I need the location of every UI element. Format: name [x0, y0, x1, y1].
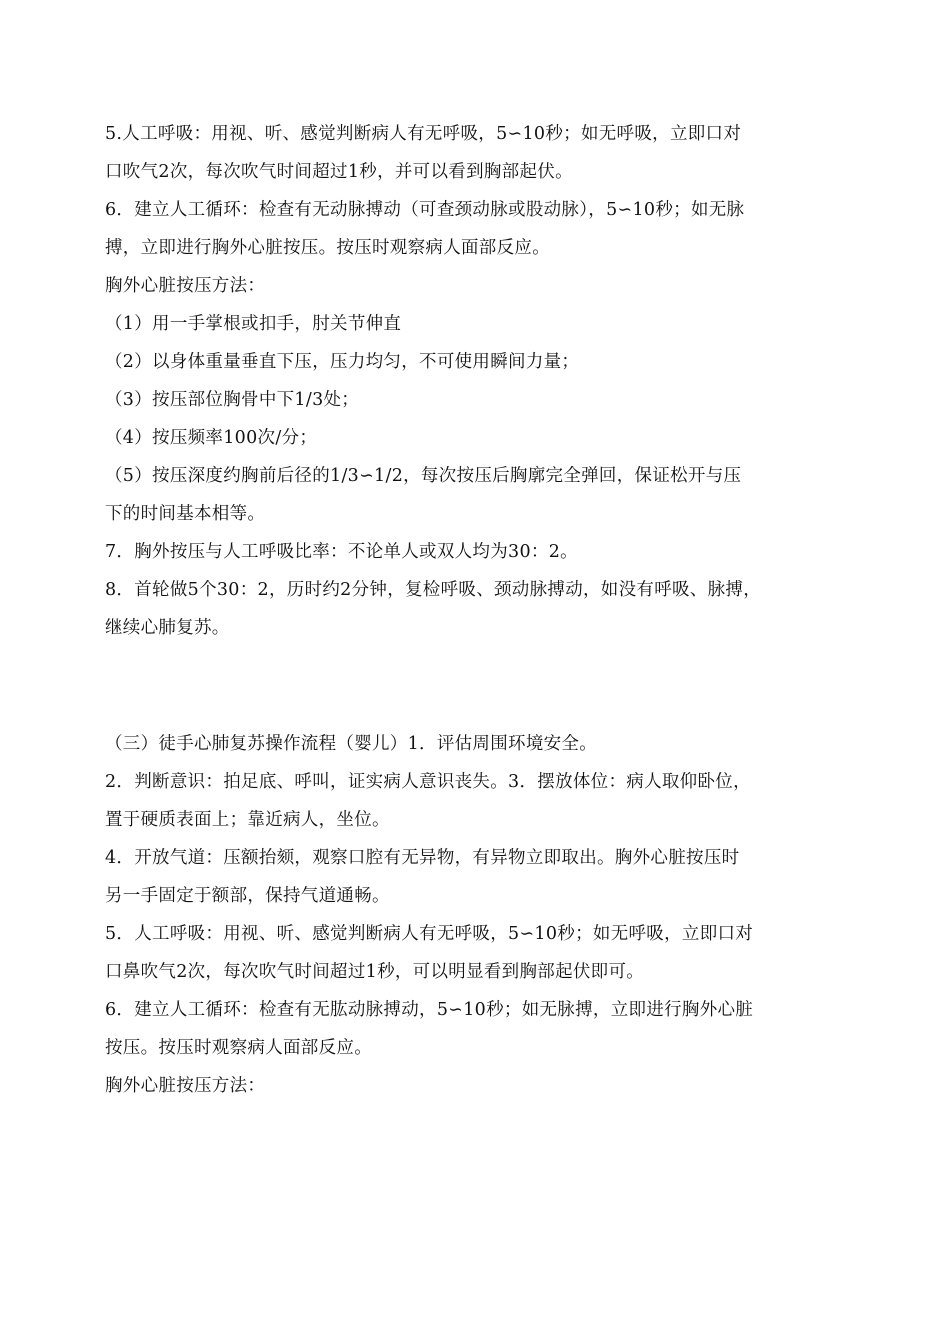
section-heading: （三）徒手心肺复苏操作流程（婴儿）1．评估周围环境安全。: [105, 734, 598, 754]
text-line: （5）按压深度约胸前后径的1/3∽1/2，每次按压后胸廓完全弹回，保证松开与压: [105, 466, 742, 486]
text-line: 5.人工呼吸：用视、听、感觉判断病人有无呼吸，5∽10秒；如无呼吸，立即口对: [105, 124, 742, 144]
text-line: 4．开放气道：压额抬颏，观察口腔有无异物，有异物立即取出。胸外心脏按压时: [105, 848, 740, 868]
text-line: 下的时间基本相等。: [105, 504, 266, 524]
text-line: 口鼻吹气2次，每次吹气时间超过1秒，可以明显看到胸部起伏即可。: [105, 962, 645, 982]
text-line: 8．首轮做5个30：2，历时约2分钟，复检呼吸、颈动脉搏动，如没有呼吸、脉搏，: [105, 580, 762, 600]
text-line: 口吹气2次，每次吹气时间超过1秒，并可以看到胸部起伏。: [105, 162, 573, 182]
text-line: 继续心肺复苏。: [105, 618, 230, 638]
text-line: （4）按压频率100次/分；: [105, 428, 318, 448]
text-line: 6．建立人工循环：检查有无动脉搏动（可查颈动脉或股动脉），5∽10秒；如无脉: [105, 200, 745, 220]
text-line: 2．判断意识：拍足底、呼叫，证实病人意识丧失。3．摆放体位：病人取仰卧位，: [105, 772, 751, 792]
text-line: 5．人工呼吸：用视、听、感觉判断病人有无呼吸，5∽10秒；如无呼吸，立即口对: [105, 924, 754, 944]
text-line: 按压。按压时观察病人面部反应。: [105, 1038, 372, 1058]
text-line: 胸外心脏按压方法：: [105, 1076, 266, 1096]
text-line: 胸外心脏按压方法：: [105, 276, 266, 296]
text-line: 另一手固定于额部，保持气道通畅。: [105, 886, 390, 906]
text-line: （3）按压部位胸骨中下1/3处；: [105, 390, 360, 410]
text-line: 7．胸外按压与人工呼吸比率：不论单人或双人均为30：2。: [105, 542, 578, 562]
text-line: （1）用一手掌根或扣手，肘关节伸直: [105, 314, 402, 334]
text-line: 6．建立人工循环：检查有无肱动脉搏动，5∽10秒；如无脉搏，立即进行胸外心脏: [105, 1000, 754, 1020]
text-line: 搏，立即进行胸外心脏按压。按压时观察病人面部反应。: [105, 238, 550, 258]
text-line: 置于硬质表面上；靠近病人，坐位。: [105, 810, 390, 830]
text-line: （2）以身体重量垂直下压，压力均匀，不可使用瞬间力量；: [105, 352, 580, 372]
